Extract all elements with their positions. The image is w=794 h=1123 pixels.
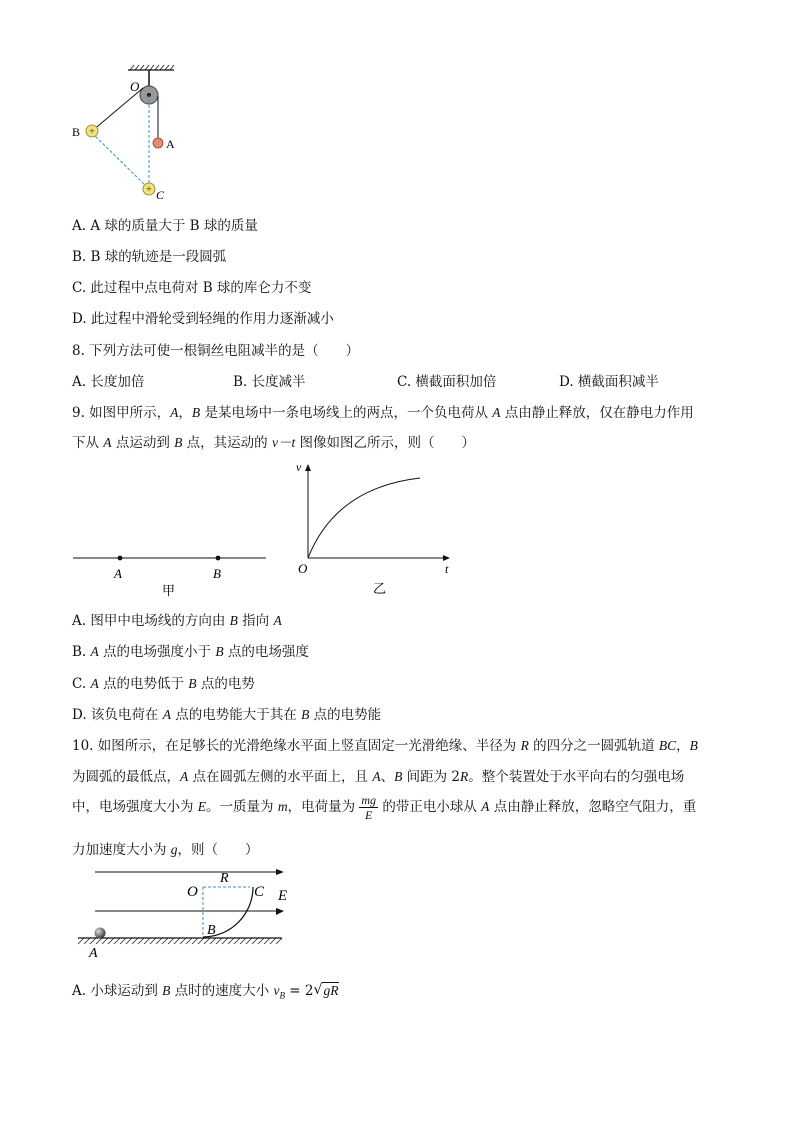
fig10-label-a: A bbox=[89, 946, 98, 961]
q10-figure bbox=[70, 862, 300, 962]
fig10-label-b: B bbox=[207, 923, 216, 938]
q8-option-a: A. 长度加倍 bbox=[72, 374, 145, 390]
fig10-label-o: O bbox=[187, 884, 198, 900]
fig10-label-r: R bbox=[220, 871, 229, 886]
q10-stem-line3: 中，电场强度大小为 E。一质量为 m，电荷量为 $\frac{mg}{E}$ 的带正电小球从 A 点由静止释放，忽略空气阻力，重 bbox=[72, 793, 697, 822]
q10-stem-line4: 力加速度大小为 g，则（ ） bbox=[72, 842, 259, 858]
q8-option-c: C. 横截面积加倍 bbox=[397, 374, 497, 390]
q9-option-a: A. 图甲中电场线的方向由 B 指向 A bbox=[72, 613, 282, 629]
yi-label-t: t bbox=[445, 562, 449, 576]
fig10-label-e: E bbox=[278, 888, 288, 904]
yi-caption: 乙 bbox=[373, 581, 387, 596]
q9-stem-line1: 9. 如图甲所示，A，B 是某电场中一条电场线上的两点，一个负电荷从 A 点由静止释放，仅在静电力作用 bbox=[72, 405, 694, 421]
label-c: C bbox=[156, 188, 165, 202]
svg-text:+: + bbox=[146, 184, 152, 196]
yi-label-o: O bbox=[298, 561, 308, 576]
q7-option-a: A. A 球的质量大于 B 球的质量 bbox=[72, 218, 258, 234]
q8-options bbox=[72, 370, 659, 390]
ball bbox=[95, 928, 106, 939]
jia-caption: 甲 bbox=[162, 583, 176, 598]
q10-option-a: A. 小球运动到 B 点时的速度大小 $v_B = 2$ √ gR bbox=[72, 982, 339, 1001]
label-b: B bbox=[72, 125, 81, 139]
q9-option-c: C. A 点的电势低于 B 点的电势 bbox=[72, 676, 255, 692]
jia-label-b: B bbox=[213, 566, 221, 581]
q8-option-d: D. 横截面积减半 bbox=[559, 374, 659, 390]
q10-stem-line2: 为圆弧的最低点，A 点在圆弧左侧的水平面上，且 A、B 间距为 2R。整个装置处于水平向右的匀强电场 bbox=[72, 769, 685, 785]
label-a: A bbox=[166, 137, 175, 151]
q10-stem-line1: 10. 如图所示，在足够长的光滑绝缘水平面上竖直固定一光滑绝缘、半径为 R 的四分之一圆弧轨道 BC，B bbox=[72, 738, 698, 754]
q7-option-c: C. 此过程中点电荷对 B 球的库仑力不变 bbox=[72, 280, 312, 296]
label-o: O bbox=[130, 79, 140, 94]
q9-figure-yi bbox=[290, 455, 460, 600]
vt-curve bbox=[308, 478, 420, 558]
q9-figure-jia bbox=[70, 545, 270, 600]
jia-label-a: A bbox=[114, 566, 122, 581]
q8-stem: 8. 下列方法可使一根铜丝电阻减半的是（ ） bbox=[72, 343, 360, 359]
q7-option-b: B. B 球的轨迹是一段圆弧 bbox=[72, 249, 227, 265]
q7-option-d: D. 此过程中滑轮受到轻绳的作用力逐渐减小 bbox=[72, 311, 334, 327]
q8-option-b: B. 长度减半 bbox=[233, 374, 306, 390]
charge-fraction: $\frac{mg}{E}$ bbox=[361, 793, 377, 822]
q9-stem-line2: 下从 A 点运动到 B 点，其运动的 v－t 图像如图乙所示，则（ ） bbox=[72, 435, 476, 451]
q9-option-d: D. 该负电荷在 A 点的电势能大于其在 B 点的电势能 bbox=[72, 707, 382, 723]
yi-label-v: v bbox=[296, 460, 302, 474]
ball-a bbox=[153, 138, 163, 148]
q7-figure bbox=[70, 60, 200, 205]
svg-text:+: + bbox=[89, 126, 95, 138]
fig10-label-c: C bbox=[254, 884, 265, 900]
q9-option-b: B. A 点的电场强度小于 B 点的电场强度 bbox=[72, 644, 309, 660]
